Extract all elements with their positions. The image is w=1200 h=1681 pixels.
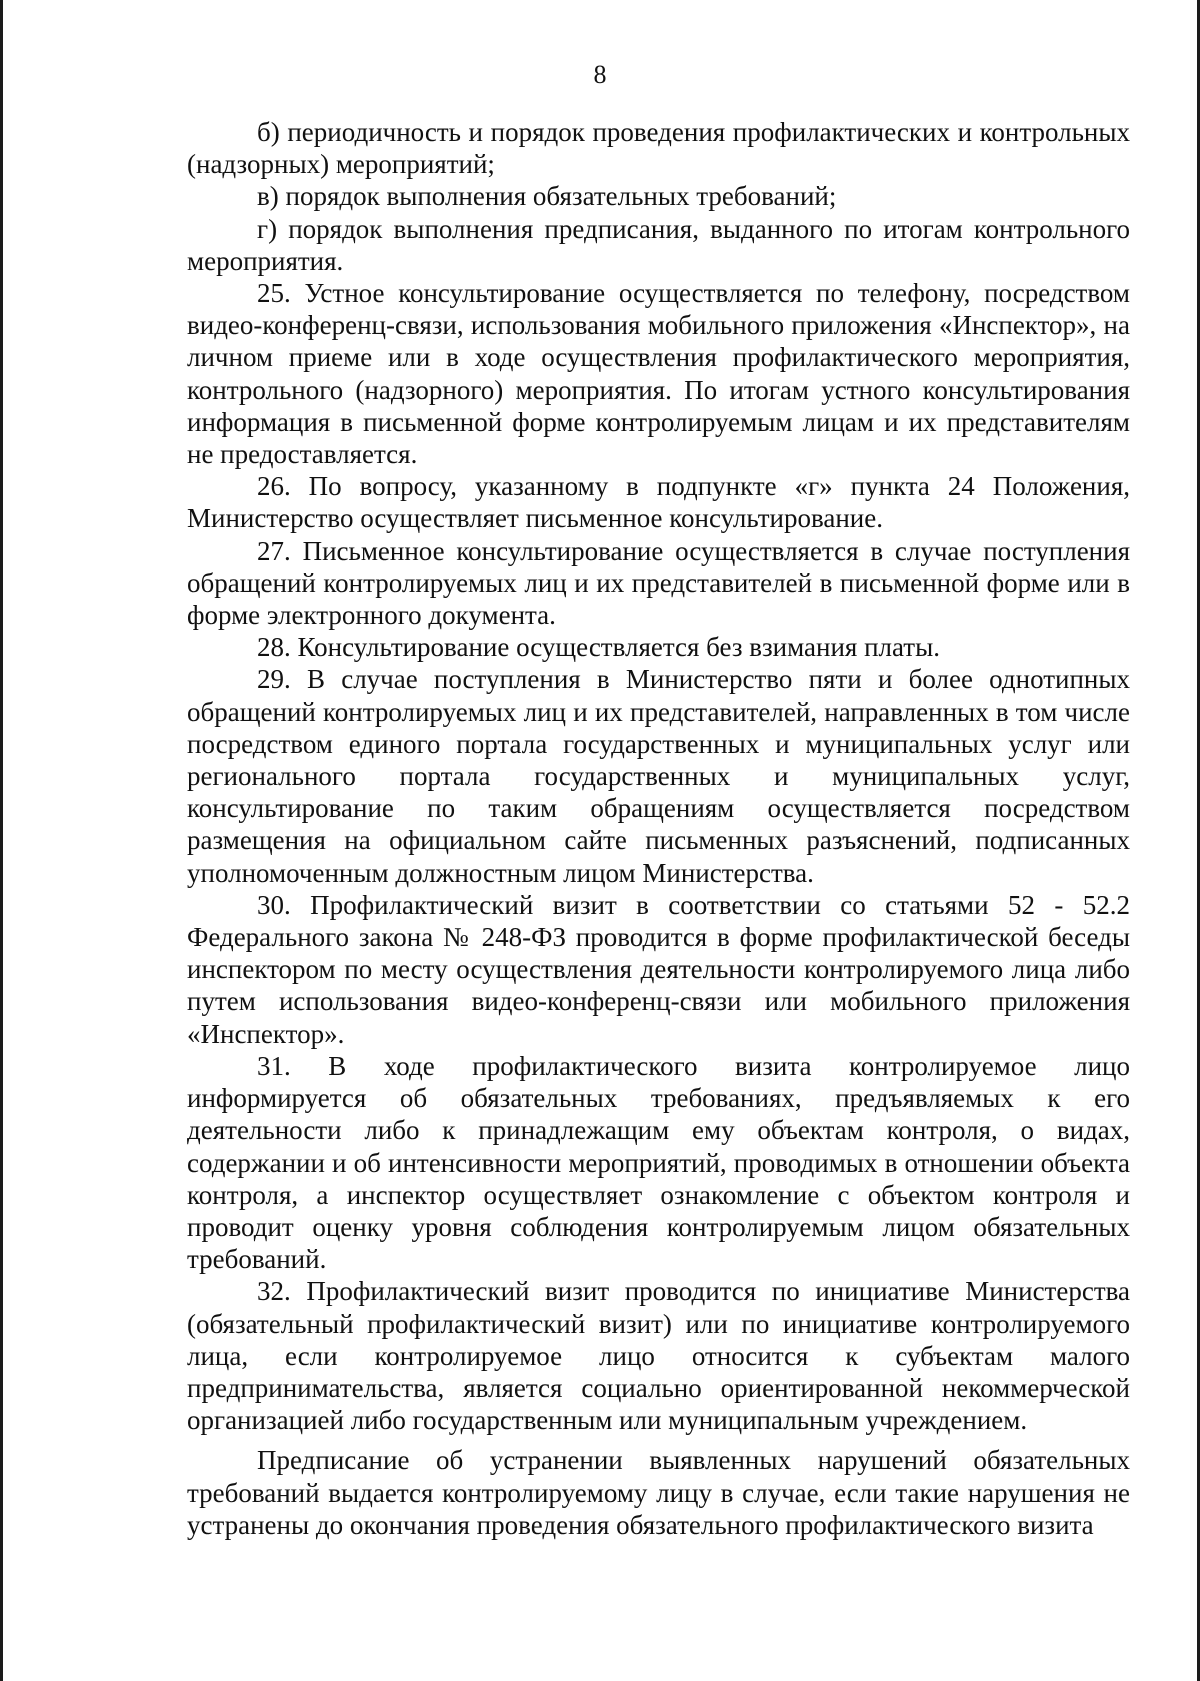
scan-edge-left: [0, 0, 3, 1681]
paragraph-item-b: б) периодичность и порядок проведения профилактических и контрольных (надзорных) мероприятий;: [187, 117, 1130, 180]
paragraph-25: 25. Устное консультирование осуществляется по телефону, посредством видео-конференц-связи, использования мобильного приложения «Инспектор», на личном приеме или в ходе осуществления профилактического мероприятия, контрольного (надзорного) мероприятия. По итогам устного консультирования информация в письменной форме контролируемым лицам и их представителям не предоставляется.: [187, 278, 1130, 470]
paragraph-26: 26. По вопросу, указанному в подпункте «г» пункта 24 Положения, Министерство осуществляет письменное консультирование.: [187, 471, 1130, 534]
paragraph-28: 28. Консультирование осуществляется без взимания платы.: [257, 632, 940, 663]
paragraph-30: 30. Профилактический визит в соответствии со статьями 52 - 52.2 Федерального закона № 248-ФЗ проводится в форме профилактической беседы инспектором по месту осуществления деятельности контролируемого лица либо путем использования видео-конференц-связи или мобильного приложения «Инспектор».: [187, 889, 1130, 1049]
paragraph-item-g: г) порядок выполнения предписания, выданного по итогам контрольного мероприятия.: [187, 213, 1130, 276]
paragraph-29: 29. В случае поступления в Министерство пяти и более однотипных обращений контролируемых лиц и их представителей, направленных в том числе посредством единого портала государственных и муниципальных услуг или регионального портала государственных и муниципальных услуг, консультирование по таким обращениям осуществляется посредством размещения на официальном сайте письменных разъяснений, подписанных уполномоченным должностным лицом Министерства.: [187, 664, 1130, 888]
paragraph-order: Предписание об устранении выявленных нарушений обязательных требований выдается контролируемому лицу в случае, если такие нарушения не устранены до окончания проведения обязательного профилактического визита: [187, 1445, 1130, 1540]
page-number: 8: [593, 60, 607, 89]
paragraph-item-v: в) порядок выполнения обязательных требований;: [257, 181, 837, 212]
paragraph-32: 32. Профилактический визит проводится по инициативе Министерства (обязательный профилактический визит) или по инициативе контролируемого лица, если контролируемое лицо относится к субъектам малого предпринимательства, является социально ориентированной некоммерческой организацией либо государственным или муниципальным учреждением.: [187, 1276, 1130, 1436]
paragraph-27: 27. Письменное консультирование осуществляется в случае поступления обращений контролируемых лиц и их представителей в письменной форме или в форме электронного документа.: [187, 535, 1130, 631]
document-body: [187, 116, 1130, 1541]
paragraph-31: 31. В ходе профилактического визита контролируемое лицо информируется об обязательных требованиях, предъявляемых к его деятельности либо к принадлежащим ему объектам контроля, о видах, содержании и об интенсивности мероприятий, проводимых в отношении объекта контроля, а инспектор осуществляет ознакомление с объектом контроля и проводит оценку уровня соблюдения контролируемым лицом обязательных требований.: [187, 1050, 1130, 1275]
